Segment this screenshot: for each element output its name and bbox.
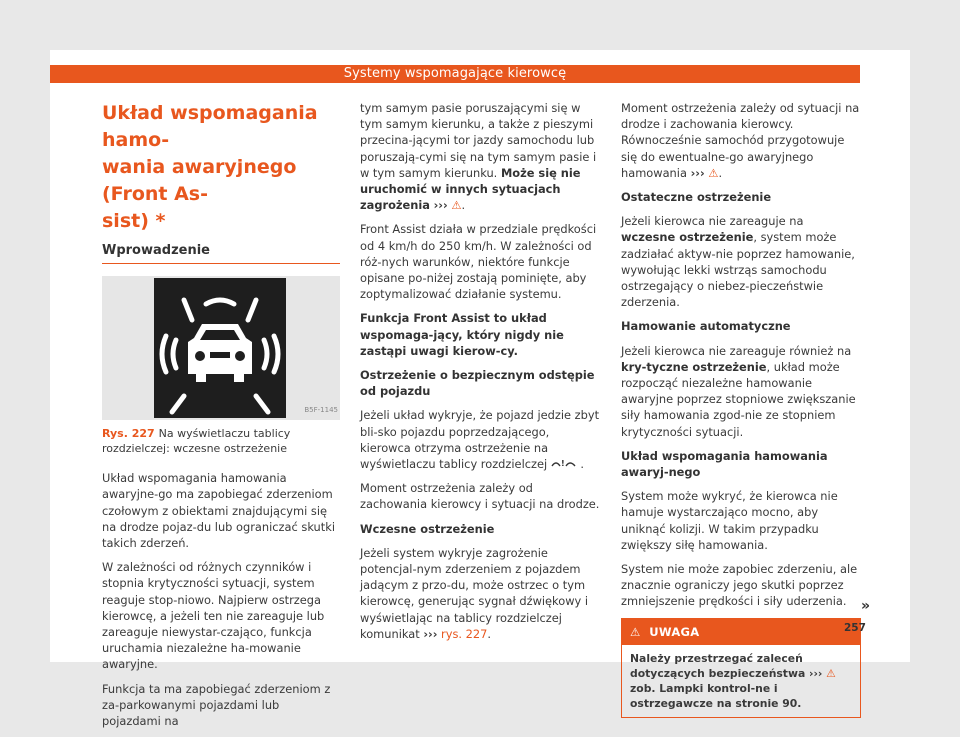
paragraph — [621, 213, 861, 310]
warning-triangle-icon: ⚠ — [630, 624, 641, 639]
warning-text: Należy przestrzegać zaleceń dotyczących bezpieczeństwa — [630, 651, 806, 680]
paragraph: Moment ostrzeżenia zależy od sytuacji na drodze i zachowania kierowcy. Równocześnie samochód przygotowuje się do ewentualne-go awaryjnego hamowania ››› ⚠. — [621, 101, 860, 180]
paragraph-text: Jeżeli kierowca nie zareaguje również na — [621, 343, 852, 358]
paragraph-text: Jeżeli kierowca nie zareaguje na — [621, 214, 804, 229]
svg-text:!: ! — [560, 459, 565, 469]
paragraph-text: Jeżeli układ wykryje, że pojazd jedzie zbyt bli-sko pojazdu poprzedzającego, kierowca otrzyma ostrzeżenie na wyświetlaczu tablicy rozdzielczej — [360, 408, 600, 472]
warning-body — [622, 645, 860, 717]
figure-link[interactable]: rys. 227 — [441, 626, 488, 641]
paragraph-text: tym samym pasie poruszającymi się w tym samym kierunku, a także z pieszymi przecina-jącymi tor jazdy samochodu lub poruszają-cymi się na tym samym pasie i w tym samym kierunku. — [360, 101, 597, 180]
paragraph: Jeżeli układ wykryje, że pojazd jedzie zbyt bli-sko pojazdu poprzedzającego, kierowca otrzyma ostrzeżenie na wyświetlaczu tablicy rozdzielczej ! . — [360, 408, 600, 472]
paragraph: Front Assist działa w przedziale prędkości od 4 km/h do 250 km/h. W zależności od róż-nych warunków, niektóre funkcje opisane po-niżej zostają pominięte, aby zoptymalizować działanie systemu. — [360, 222, 597, 302]
divider — [102, 263, 340, 264]
paragraph-bold: Może się nie uruchomić w innych sytuacjach zagrożenia — [360, 165, 581, 213]
section-heading: Hamowanie automatyczne — [621, 319, 791, 334]
paragraph: Funkcja ta ma zapobiegać zderzeniom z za-parkowanymi pojazdami lub pojazdami na — [102, 681, 331, 729]
cross-ref-arrows: ››› — [809, 666, 823, 680]
front-assist-car-icon — [154, 278, 286, 418]
paragraph-text: Jeżeli system wykryje zagrożenie potencjal-nym zderzeniem z pojazdem jadącym z przo-du, może ostrzec o tym kierowcę, generując sygnał dźwiękowy i wyświetlając na tablicy rozdzielczej komunikat — [360, 545, 589, 641]
paragraph: W zależności od różnych czynników i stopnia krytyczności sytuacji, system reaguje stop-niowo. Najpierw ostrzega kierowcę, a jeżeli ten nie zareaguje lub zareaguje niewystar-czająco, funkcja uruchamia niezależne ha-mowanie awaryjne. — [102, 560, 325, 672]
figure-number: Rys. 227 — [102, 427, 155, 441]
paragraph: Jeżeli system wykryje zagrożenie potencjal-nym zderzeniem z pojazdem jadącym z przo-du, może ostrzec o tym kierowcę, generując sygnał dźwiękowy i wyświetlając na tablicy rozdzielczej komunikat ››› rys. 227. — [360, 545, 589, 641]
section-title-line: Układ wspomagania hamo- — [102, 102, 318, 151]
paragraph-text: , system może zadziałać aktyw-nie poprzez hamowanie, wywołując lekki wstrząs samochodu ostrzegający o niebez-pieczeństwie zderzenia. — [621, 230, 855, 310]
section-subtitle: Wprowadzenie — [102, 243, 210, 258]
section-title-line: wania awaryjnego (Front As- — [102, 156, 297, 205]
cross-ref-arrows: ››› — [423, 626, 438, 641]
paragraph — [621, 343, 861, 440]
warning-link-text[interactable]: zob. Lampki kontrol-ne i ostrzegawcze na stronie 90. — [630, 681, 802, 710]
paragraph-bold: kry-tyczne ostrzeżenie — [621, 359, 767, 374]
section-title-line: sist) * — [102, 210, 166, 232]
paragraph-bold: Funkcja Front Assist to układ wspomaga-jący, który nigdy nie zastąpi uwagi kierow-cy. — [360, 311, 564, 358]
paragraph-text: Moment ostrzeżenia zależy od sytuacji na drodze i zachowania kierowcy. Równocześnie samochód przygotowuje się do ewentualne-go awaryjnego hamowania — [621, 101, 860, 180]
warning-triangle-icon[interactable]: ⚠ — [451, 198, 462, 213]
cross-ref-arrows: ››› — [690, 165, 705, 180]
dashboard-display — [154, 278, 286, 418]
section-heading: Wczesne ostrzeżenie — [360, 521, 495, 536]
caption-text: Na wyświetlaczu tablicy rozdzielczej: wczesne ostrzeżenie — [102, 427, 291, 456]
column-right — [621, 100, 861, 718]
car-distance-warning-icon — [551, 457, 581, 471]
paragraph-text: , układ może rozpocząć niezależne hamowanie awaryjne poprzez stopniowe zwiększanie siły hamowania zgod-nie ze stopniem krytyczności sytuacji. — [621, 359, 856, 439]
continue-marker: » — [861, 598, 871, 614]
page-number: 257 — [844, 622, 866, 634]
cross-ref-arrows: ››› — [433, 198, 448, 213]
warning-triangle-icon[interactable]: ⚠ — [826, 666, 836, 680]
section-title — [102, 100, 340, 235]
paragraph: Moment ostrzeżenia zależy od zachowania kierowcy i sytuacji na drodze. — [360, 481, 600, 512]
warning-header — [622, 619, 860, 645]
figure-id: B5F-1145 — [304, 406, 338, 414]
figure-caption — [102, 426, 340, 456]
paragraph-bold: wczesne ostrzeżenie — [621, 230, 754, 245]
figure-227 — [102, 276, 340, 420]
page-header: Systemy wspomagające kierowcę — [50, 65, 860, 83]
paragraph: tym samym pasie poruszającymi się w tym samym kierunku, a także z pieszymi przecina-jącymi tor jazdy samochodu lub poruszają-cymi się na tym samym pasie i w tym samym kierunku. Może się nie uruchomić w innych sytuacjach zagrożenia ››› ⚠. — [360, 101, 597, 213]
warning-box — [621, 618, 861, 718]
section-heading: Ostateczne ostrzeżenie — [621, 190, 772, 205]
paragraph: System może wykryć, że kierowca nie hamuje wystarczająco mocno, aby uniknąć kolizji. W takim przypadku zwiększy siłę hamowania. — [621, 489, 838, 552]
paragraph: System nie może zapobiec zderzeniu, ale znacznie ograniczy jego skutki poprzez zmniejszenie prędkości i siły uderzenia. — [621, 562, 858, 609]
section-heading: Ostrzeżenie o bezpiecznym odstępie od pojazdu — [360, 368, 595, 399]
column-middle — [360, 100, 600, 650]
warning-triangle-icon[interactable]: ⚠ — [708, 165, 719, 180]
section-heading: Układ wspomagania hamowania awaryj-nego — [621, 448, 828, 480]
column-left — [102, 100, 340, 737]
warning-title: UWAGA — [649, 624, 700, 639]
paragraph: Układ wspomagania hamowania awaryjne-go ma zapobiegać zderzeniom czołowym z obiektami znajdującymi się na drodze pojaz-du lub ograniczać skutki takich zderzeń. — [102, 471, 336, 551]
